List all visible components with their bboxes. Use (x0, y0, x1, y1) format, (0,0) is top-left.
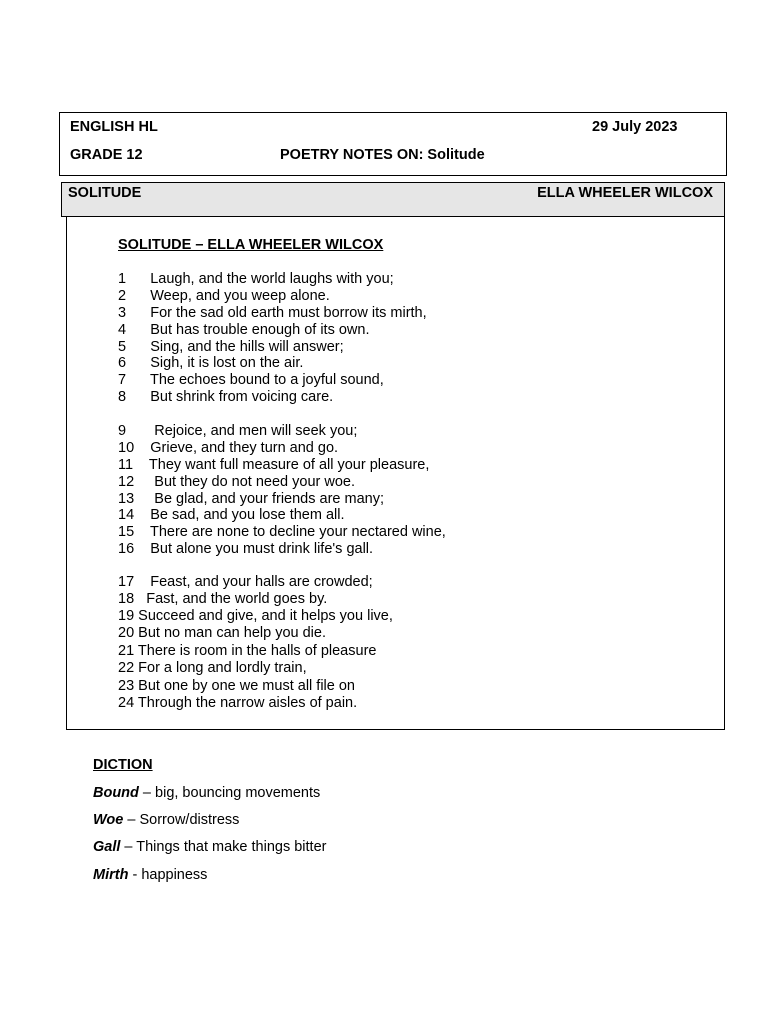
poem-line: 1 Laugh, and the world laughs with you; (118, 271, 394, 287)
poem-line: 19 Succeed and give, and it helps you live, (118, 608, 393, 624)
diction-item (93, 812, 239, 828)
poem-line: 2 Weep, and you weep alone. (118, 288, 330, 304)
poem-line: 18 Fast, and the world goes by. (118, 591, 328, 607)
diction-definition: – Sorrow/distress (123, 812, 240, 828)
diction-item (93, 785, 320, 801)
poem-line: 16 But alone you must drink life's gall. (118, 541, 374, 557)
poem-line: 7 The echoes bound to a joyful sound, (118, 372, 384, 388)
poem-line: 22 For a long and lordly train, (118, 660, 307, 676)
author-name: ELLA WHEELER WILCOX (537, 185, 713, 201)
poem-line: 9 Rejoice, and men will seek you; (118, 423, 358, 439)
poem-line: 5 Sing, and the hills will answer; (118, 339, 344, 355)
grade-label: GRADE 12 (70, 147, 143, 163)
diction-item (93, 839, 326, 855)
diction-definition: - happiness (128, 867, 208, 883)
poem-line: 20 But no man can help you die. (118, 625, 326, 641)
poem-line: 13 Be glad, and your friends are many; (118, 491, 384, 507)
poem-line: 15 There are none to decline your nectared wine, (118, 524, 446, 540)
diction-term: Bound (93, 785, 139, 801)
poem-line: 24 Through the narrow aisles of pain. (118, 695, 358, 711)
poem-line: 21 There is room in the halls of pleasure (118, 643, 377, 659)
poem-line: 6 Sigh, it is lost on the air. (118, 355, 304, 371)
diction-heading: DICTION (93, 757, 153, 773)
diction-term: Gall (93, 839, 121, 855)
date-label: 29 July 2023 (592, 119, 678, 135)
poem-line: 10 Grieve, and they turn and go. (118, 440, 339, 456)
poem-line: 12 But they do not need your woe. (118, 474, 355, 490)
diction-term: Mirth (93, 867, 129, 883)
poem-line: 3 For the sad old earth must borrow its mirth, (118, 305, 427, 321)
poem-line: 4 But has trouble enough of its own. (118, 322, 370, 338)
poem-title: SOLITUDE – ELLA WHEELER WILCOX (118, 237, 384, 253)
poem-line: 14 Be sad, and you lose them all. (118, 507, 345, 523)
diction-item (93, 867, 207, 883)
poem-line: 8 But shrink from voicing care. (118, 389, 334, 405)
notes-label: POETRY NOTES ON: Solitude (280, 147, 485, 163)
header-box (59, 112, 727, 176)
poem-line: 23 But one by one we must all file on (118, 678, 355, 694)
title-bar (61, 182, 725, 217)
diction-term: Woe (93, 812, 124, 828)
poem-line: 11 They want full measure of all your pleasure, (118, 457, 430, 473)
diction-definition: – big, bouncing movements (138, 785, 321, 801)
diction-definition: – Things that make things bitter (120, 839, 327, 855)
poem-line: 17 Feast, and your halls are crowded; (118, 574, 373, 590)
subject-label: ENGLISH HL (70, 119, 158, 135)
poem-name: SOLITUDE (68, 185, 142, 201)
